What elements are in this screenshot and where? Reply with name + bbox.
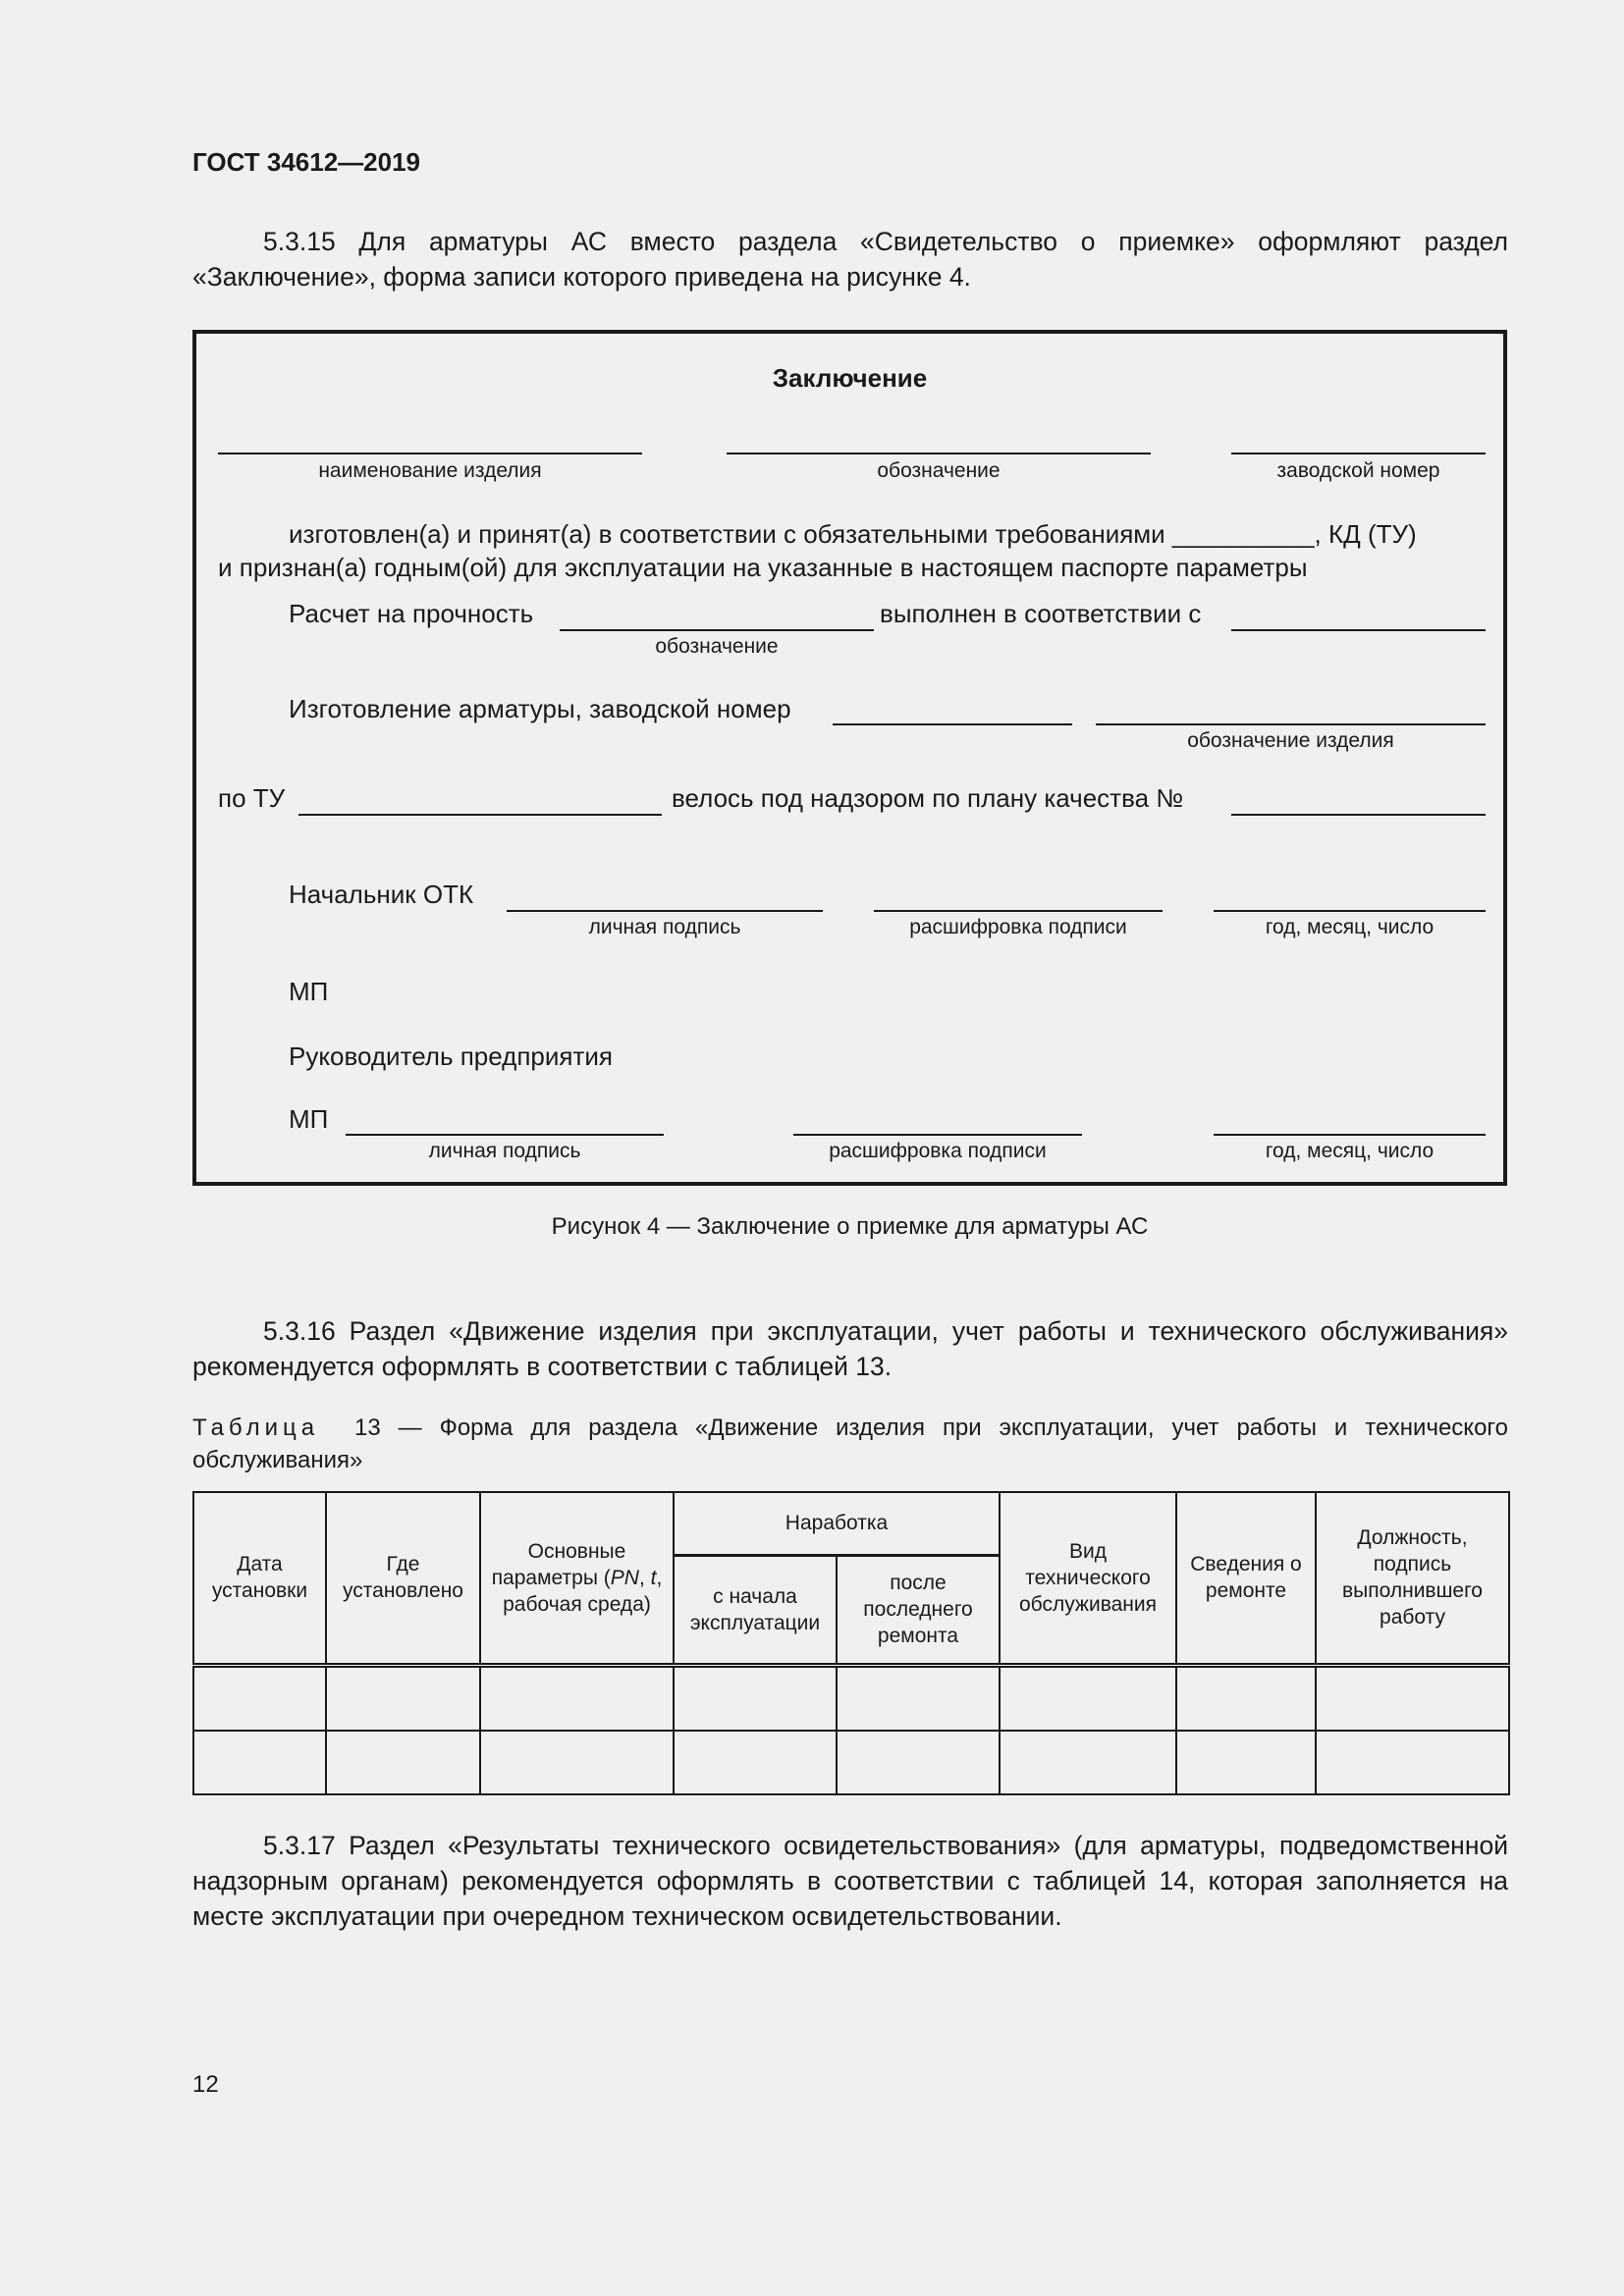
table-row bbox=[193, 1731, 1509, 1794]
stamp-place-1: МП bbox=[289, 977, 329, 1006]
header-after-repair: после последнего ремонта bbox=[837, 1555, 1000, 1665]
form-title: Заключение bbox=[772, 363, 928, 393]
strength-calc-label: Расчет на прочность bbox=[289, 599, 534, 628]
header-date: Дата установки bbox=[193, 1492, 326, 1665]
blank-line-manuf-serial bbox=[833, 723, 1072, 725]
caption-otk-date: год, месяц, число bbox=[1265, 916, 1435, 938]
table-cell[interactable] bbox=[837, 1731, 1000, 1794]
blank-line-designation bbox=[727, 453, 1151, 454]
conformity-line-1: изготовлен(а) и принят(а) в соответствии с обязательными требованиями __________, КД (ТУ) bbox=[289, 519, 1417, 549]
table-cell[interactable] bbox=[326, 1731, 480, 1794]
paragraph-5-3-15-text: 5.3.15 Для арматуры АС вместо раздела «Свидетельство о приемке» оформляют раздел «Заключение», форма записи которого приведена на рисунке 4. bbox=[192, 227, 1508, 292]
manufacture-label: Изготовление арматуры, заводской номер bbox=[289, 694, 791, 723]
blank-line-head-decode bbox=[793, 1134, 1082, 1136]
header-repair-info: Сведения о ремонте bbox=[1176, 1492, 1316, 1665]
header-narabotka: Наработка bbox=[674, 1492, 1000, 1555]
paragraph-5-3-15 bbox=[192, 224, 1508, 294]
otk-head-label: Начальник ОТК bbox=[289, 880, 474, 909]
table-cell[interactable] bbox=[674, 1665, 837, 1731]
caption-head-decode: расшифровка подписи bbox=[829, 1140, 1047, 1162]
table-cell[interactable] bbox=[1316, 1731, 1509, 1794]
document-header: ГОСТ 34612—2019 bbox=[192, 147, 420, 177]
blank-line-head-signature bbox=[346, 1134, 664, 1136]
blank-line-otk-signature bbox=[507, 910, 823, 912]
header-params-text-c: , рабочая среда) bbox=[503, 1566, 663, 1616]
caption-head-signature: личная подпись bbox=[428, 1140, 581, 1162]
blank-line-calc bbox=[560, 629, 874, 631]
table-cell[interactable] bbox=[193, 1731, 326, 1794]
conformity-line-2: и признан(а) годным(ой) для эксплуатации на указанные в настоящем паспорте параметры bbox=[218, 553, 1308, 582]
table-cell[interactable] bbox=[1176, 1665, 1316, 1731]
header-params-text-b: , bbox=[638, 1566, 651, 1589]
header-position-signature: Должность, подпись выполнившего работу bbox=[1316, 1492, 1509, 1665]
table-row bbox=[193, 1665, 1509, 1731]
paragraph-5-3-16 bbox=[192, 1313, 1508, 1384]
table-word: Таблица bbox=[192, 1415, 320, 1441]
blank-line-calc-standard bbox=[1231, 629, 1486, 631]
table-13-caption bbox=[192, 1412, 1515, 1476]
header-from-start: с начала эксплуатации bbox=[674, 1555, 837, 1665]
table-cell[interactable] bbox=[1000, 1665, 1176, 1731]
tu-label: по ТУ bbox=[218, 783, 286, 813]
figure-caption: Рисунок 4 — Заключение о приемке для арматуры АС bbox=[551, 1213, 1149, 1240]
table-cell[interactable] bbox=[480, 1731, 674, 1794]
caption-otk-decode: расшифровка подписи bbox=[909, 916, 1127, 938]
header-params-pn: PN bbox=[610, 1566, 639, 1589]
blank-line-quality-plan bbox=[1231, 814, 1486, 816]
caption-serial: заводской номер bbox=[1276, 459, 1440, 482]
table-13 bbox=[192, 1491, 1510, 1795]
header-params-t: t bbox=[650, 1566, 657, 1589]
blank-line-product-name bbox=[218, 453, 642, 454]
table-cell[interactable] bbox=[1000, 1731, 1176, 1794]
header-where: Где установлено bbox=[326, 1492, 480, 1665]
paragraph-5-3-17 bbox=[192, 1828, 1508, 1934]
table-cell[interactable] bbox=[837, 1665, 1000, 1731]
table-cell[interactable] bbox=[326, 1665, 480, 1731]
conclusion-form-frame bbox=[192, 330, 1507, 1186]
stamp-place-2: МП bbox=[289, 1104, 329, 1134]
caption-product-designation: обозначение изделия bbox=[1187, 729, 1394, 752]
blank-line-otk-date bbox=[1214, 910, 1486, 912]
blank-line-tu bbox=[298, 814, 662, 816]
caption-calc-designation: обозначение bbox=[655, 635, 779, 658]
paragraph-5-3-17-text: 5.3.17 Раздел «Результаты технического освидетельствования» (для арматуры, подведомственной надзорным органам) рекомендуется оформлять в соответствии с таблицей 14, которая заполняется на месте эксплуатации при очередном техническом освидетельствовании. bbox=[192, 1831, 1508, 1931]
header-maintenance-type: Вид технического обслуживания bbox=[1000, 1492, 1176, 1665]
page-number: 12 bbox=[192, 2071, 219, 2098]
caption-head-date: год, месяц, число bbox=[1265, 1140, 1435, 1162]
header-params bbox=[480, 1492, 674, 1665]
blank-line-manuf-designation bbox=[1096, 723, 1486, 725]
caption-otk-signature: личная подпись bbox=[588, 916, 741, 938]
table-cell[interactable] bbox=[193, 1665, 326, 1731]
strength-calc-mid: выполнен в соответствии с bbox=[880, 599, 1202, 628]
caption-designation: обозначение bbox=[877, 459, 1001, 482]
table-cell[interactable] bbox=[674, 1731, 837, 1794]
table-cell[interactable] bbox=[1316, 1665, 1509, 1731]
caption-product-name: наименование изделия bbox=[318, 459, 542, 482]
header-params-text-a: Основные параметры ( bbox=[491, 1539, 626, 1589]
table-13-caption-text: 13 — Форма для раздела «Движение изделия при эксплуатации, учет работы и технического обслуживания» bbox=[192, 1415, 1515, 1473]
quality-plan-label: велось под надзором по плану качества № bbox=[672, 783, 1184, 813]
blank-line-otk-decode bbox=[874, 910, 1163, 912]
enterprise-head-label: Руководитель предприятия bbox=[289, 1041, 613, 1071]
blank-line-serial bbox=[1231, 453, 1486, 454]
table-cell[interactable] bbox=[480, 1665, 674, 1731]
paragraph-5-3-16-text: 5.3.16 Раздел «Движение изделия при эксплуатации, учет работы и технического обслуживания» рекомендуется оформлять в соответствии с таблицей 13. bbox=[192, 1316, 1508, 1381]
blank-line-head-date bbox=[1214, 1134, 1486, 1136]
table-cell[interactable] bbox=[1176, 1731, 1316, 1794]
